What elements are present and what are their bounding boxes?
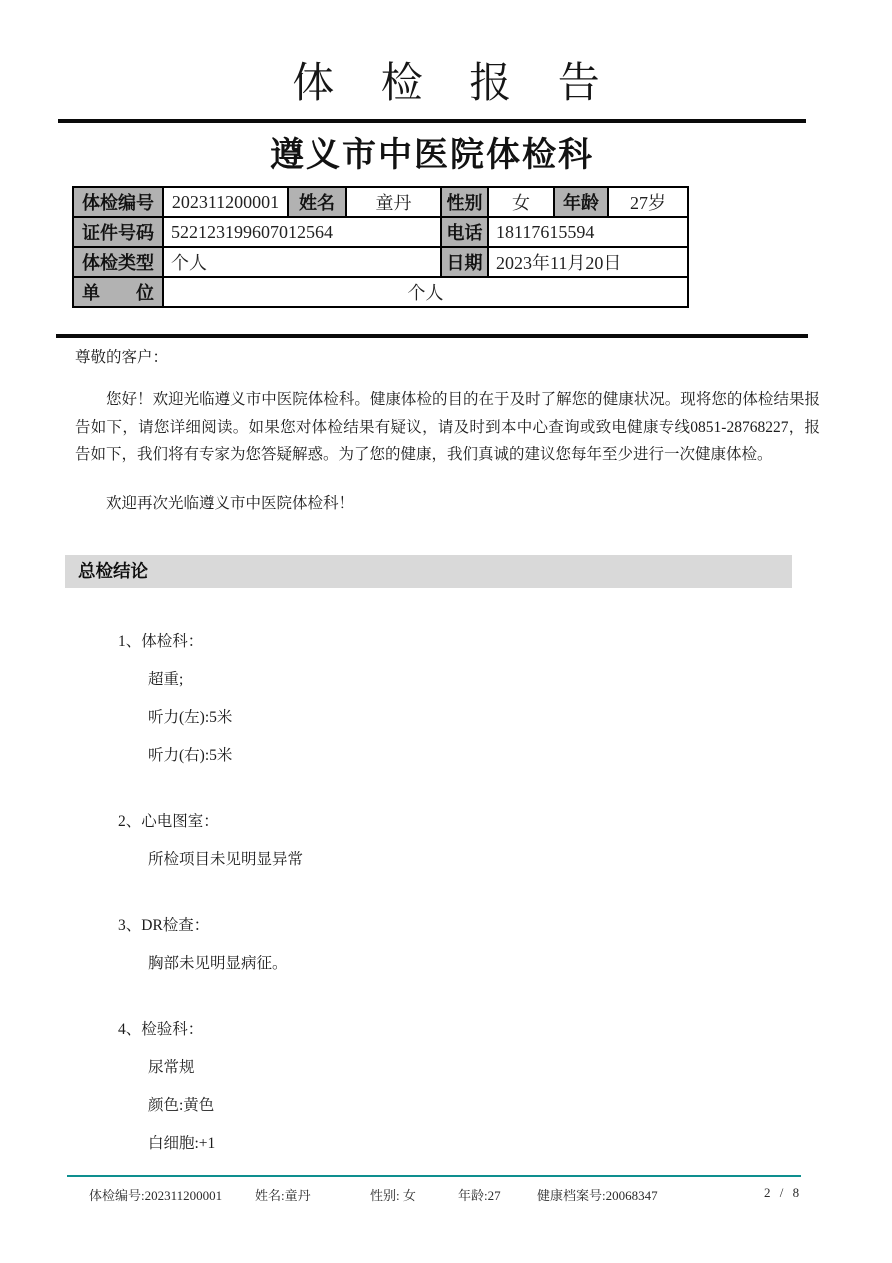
title-divider <box>58 119 806 123</box>
conclusion-item-line: 尿常规 <box>148 1058 195 1076</box>
conclusion-item-heading: 3、DR检查： <box>118 916 210 934</box>
footer-name: 姓名:童丹 <box>255 1188 311 1203</box>
exam-no-value: 202311200001 <box>163 187 288 217</box>
patient-info-table <box>72 186 689 308</box>
exam-no-label: 体检编号 <box>73 187 163 217</box>
conclusion-item-line: 听力(右):5米 <box>148 746 233 764</box>
conclusion-item <box>118 916 892 974</box>
id-label: 证件号码 <box>73 217 163 247</box>
unit-label: 单 位 <box>73 277 163 307</box>
greeting-letter <box>75 347 820 515</box>
conclusion-item <box>118 632 892 766</box>
phone-value: 18117615594 <box>488 217 688 247</box>
conclusion-item-heading: 4、检验科： <box>118 1020 204 1038</box>
conclusion-item <box>118 812 892 870</box>
letter-closing: 欢迎再次光临遵义市中医院体检科！ <box>106 494 355 512</box>
table-row <box>73 277 688 307</box>
exam-type-label: 体检类型 <box>73 247 163 277</box>
gender-label: 性别 <box>441 187 488 217</box>
conclusion-item-line: 颜色:黄色 <box>148 1096 215 1114</box>
table-row <box>73 187 688 217</box>
gender-value: 女 <box>488 187 554 217</box>
conclusion-item <box>118 1020 892 1154</box>
page-title: 体 检 报 告 <box>292 61 618 107</box>
exam-type-value: 个人 <box>163 247 441 277</box>
age-value: 27岁 <box>608 187 688 217</box>
conclusion-item-line: 白细胞:+1 <box>148 1134 216 1152</box>
footer-exam-no: 体检编号:202311200001 <box>89 1188 223 1203</box>
letter-body: 您好！欢迎光临遵义市中医院体检科。健康体检的目的在于及时了解您的健康状况。现将您的体检结果报告如下，请您详细阅读。如果您对体检结果有疑议，请及时到本中心查询或致电健康专线0851-28768227，报告如下，我们将有专家为您答疑解惑。为了您的健康，我们真诚的建议您每年至少进行一次健康体检。 <box>75 391 820 463</box>
conclusion-item-heading: 1、体检科： <box>118 632 204 650</box>
conclusion-section-header: 总检结论 <box>65 555 792 588</box>
conclusion-item-line: 听力(左):5米 <box>148 708 233 726</box>
conclusion-item-line: 所检项目未见明显异常 <box>148 850 304 868</box>
name-value: 童丹 <box>346 187 441 217</box>
id-value: 522123199607012564 <box>163 217 441 247</box>
letter-salutation: 尊敬的客户： <box>75 349 169 366</box>
conclusion-item-heading: 2、心电图室： <box>118 812 219 830</box>
name-label: 姓名 <box>288 187 346 217</box>
conclusion-item-line: 超重; <box>148 670 184 688</box>
footer-age: 年龄:27 <box>458 1188 501 1203</box>
section-divider <box>56 334 808 338</box>
footer-gender: 性别: 女 <box>370 1188 416 1203</box>
date-label: 日期 <box>441 247 488 277</box>
date-value: 2023年11月20日 <box>488 247 688 277</box>
conclusion-list <box>118 632 892 1154</box>
table-row <box>73 247 688 277</box>
age-label: 年龄 <box>554 187 608 217</box>
hospital-name: 遵义市中医院体检科 <box>270 137 594 174</box>
page-footer <box>67 1175 801 1215</box>
table-row <box>73 217 688 247</box>
footer-health-file-no: 健康档案号:20068347 <box>537 1188 658 1203</box>
unit-value: 个人 <box>163 277 688 307</box>
conclusion-item-line: 胸部未见明显病征。 <box>148 954 288 972</box>
page-number: 2 / 8 <box>764 1185 803 1200</box>
phone-label: 电话 <box>441 217 488 247</box>
